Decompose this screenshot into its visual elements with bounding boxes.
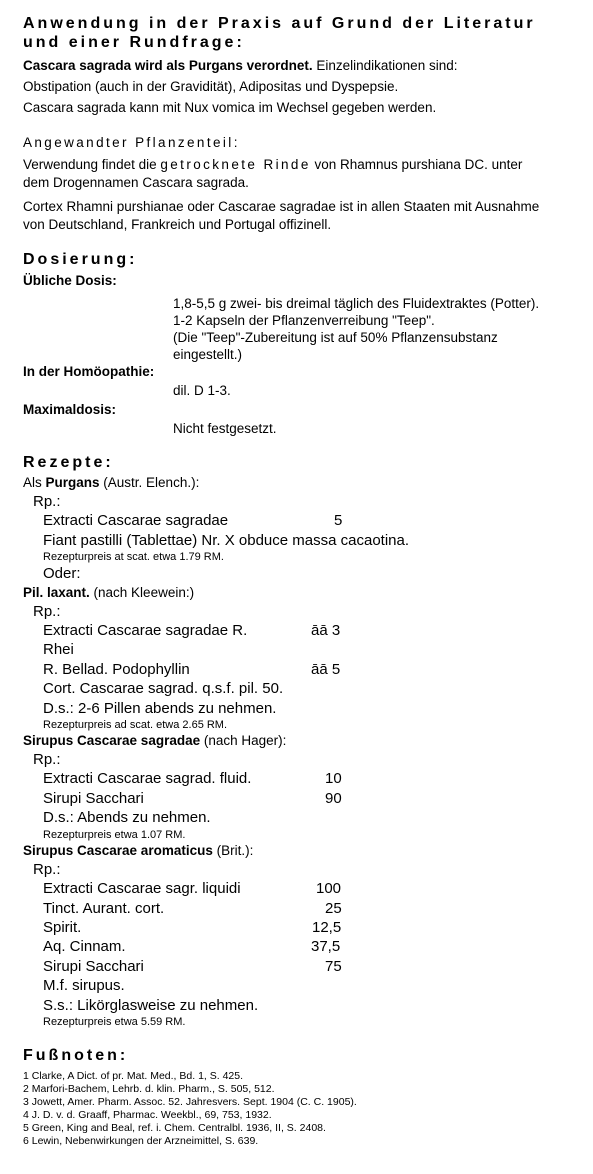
recipe-4-ingredient <box>43 879 583 898</box>
heading-anwendung-line1: Anwendung in der Praxis auf Grund der Literatur <box>23 15 536 32</box>
recipe-4-price: Rezepturpreis etwa 5.59 RM. <box>43 1015 186 1028</box>
recipe-1-oder: Oder: <box>43 565 81 583</box>
recipe-3-post: (nach Hager): <box>200 733 287 749</box>
pflanzenteil-p2-line1: Cortex Rhamni purshianae oder Cascarae sagradae ist in allen Staaten mit Ausnahme <box>23 199 540 214</box>
dose-usual-line: 1-2 Kapseln der Pflanzenverreibung "Teep". <box>173 313 435 328</box>
ingredient-amount: 25 <box>325 899 342 917</box>
recipe-3-title <box>23 732 583 750</box>
recipe-2-bold: Pil. laxant. <box>23 584 90 600</box>
footnote-item: 5 Green, King and Beal, ref. i. Chem. Centralbl. 1936, II, S. 2408. <box>23 1121 326 1134</box>
ingredient-name: Extracti Cascarae sagradae <box>43 512 229 530</box>
recipe-2-instruction: D.s.: 2-6 Pillen abends zu nehmen. <box>43 699 277 717</box>
recipe-4-instruction: M.f. sirupus. <box>43 977 125 995</box>
recipe-3-bold: Sirupus Cascarae sagradae <box>23 733 201 749</box>
recipe-3-ingredient <box>43 769 583 788</box>
dose-max-label: Maximaldosis: <box>23 402 117 417</box>
pflanzenteil-text-a: Verwendung findet die <box>23 157 161 172</box>
recipe-4-bold: Sirupus Cascarae aromaticus <box>23 842 213 858</box>
ingredient-amount: āā 3 <box>311 622 341 640</box>
recipe-4-ingredient <box>43 957 583 976</box>
recipe-2-ingredient: Rhei <box>43 641 74 659</box>
pflanzenteil-p1-line2: dem Drogennamen Cascara sagrada. <box>23 175 249 190</box>
ingredient-name: Sirupi Sacchari <box>43 957 144 975</box>
pflanzenteil-text-b: von Rhamnus purshiana DC. unter <box>310 157 523 172</box>
dose-usual-line: (Die "Teep"-Zubereitung ist auf 50% Pflanzensubstanz <box>173 330 498 345</box>
recipe-1-post: (Austr. Elench.): <box>99 475 200 490</box>
ingredient-name: Extracti Cascarae sagradae R. <box>43 622 248 640</box>
recipe-4-ingredient <box>43 937 583 956</box>
recipe-4-rp: Rp.: <box>33 860 61 878</box>
dose-max-value: Nicht festgesetzt. <box>173 421 277 436</box>
recipe-4-ingredient <box>43 899 583 918</box>
footnote-item: 2 Marfori-Bachem, Lehrb. d. klin. Pharm., S. 505, 512. <box>23 1082 275 1095</box>
ingredient-name: Tinct. Aurant. cort. <box>43 899 165 917</box>
ingredient-name: R. Bellad. Podophyllin <box>43 660 190 678</box>
recipe-3-ingredient <box>43 789 583 808</box>
recipe-2-rp: Rp.: <box>33 602 61 620</box>
recipe-2-post: (nach Kleewein:) <box>89 584 195 600</box>
heading-anwendung-line2: und einer Rundfrage: <box>23 34 245 51</box>
recipe-2-ingredient: Cort. Cascarae sagrad. q.s.f. pil. 50. <box>43 680 284 698</box>
praxis-lead-rest: Einzelindikationen sind: <box>312 58 458 73</box>
ingredient-amount: āā 5 <box>311 660 341 678</box>
dose-usual-label: Übliche Dosis: <box>23 273 117 288</box>
praxis-line2: Obstipation (auch in der Gravidität), Adipositas und Dyspepsie. <box>23 79 399 94</box>
section-dosierung <box>23 250 583 437</box>
dose-usual-line: eingestellt.) <box>173 347 243 362</box>
recipe-4-title <box>23 842 583 860</box>
heading-rezepte: Rezepte: <box>23 454 114 471</box>
section-rezepte <box>23 453 583 1029</box>
heading-dosierung: Dosierung: <box>23 251 138 268</box>
recipe-2-price: Rezepturpreis ad scat. etwa 2.65 RM. <box>43 719 228 732</box>
ingredient-amount: 37,5 <box>311 938 341 956</box>
ingredient-name: Sirupi Sacchari <box>43 789 144 807</box>
praxis-lead <box>23 57 583 75</box>
dose-homeo-label: In der Homöopathie: <box>23 364 155 379</box>
ingredient-name: Aq. Cinnam. <box>43 938 126 956</box>
ingredient-amount: 12,5 <box>312 918 342 936</box>
recipe-1-title <box>23 474 583 492</box>
pflanzenteil-p1-line1 <box>23 156 583 174</box>
praxis-lead-bold: Cascara sagrada wird als Purgans verordnet. <box>23 58 313 73</box>
recipe-2-ingredient <box>43 660 583 679</box>
footnote-item: 6 Lewin, Nebenwirkungen der Arzneimittel, S. 639. <box>23 1134 259 1147</box>
ingredient-amount: 75 <box>325 957 342 975</box>
ingredient-amount: 90 <box>325 789 342 807</box>
footnote-item: 4 J. D. v. d. Graaff, Pharmac. Weekbl., 69, 753, 1932. <box>23 1108 272 1121</box>
heading-fussnoten: Fußnoten: <box>23 1046 129 1064</box>
recipe-4-ingredient <box>43 918 583 937</box>
section-anwendung <box>23 14 583 117</box>
dose-usual-line: 1,8-5,5 g zwei- bis dreimal täglich des Fluidextraktes (Potter). <box>173 296 540 311</box>
pflanzenteil-p2-line2: von Deutschland, Frankreich und Portugal offizinell. <box>23 217 332 232</box>
recipe-3-price: Rezepturpreis etwa 1.07 RM. <box>43 828 186 841</box>
recipe-4-post: (Brit.): <box>212 842 254 858</box>
footnote-item: 3 Jowett, Amer. Pharm. Assoc. 52. Jahresvers. Sept. 1904 (C. C. 1905). <box>23 1095 357 1108</box>
footnote-item: 1 Clarke, A Dict. of pr. Mat. Med., Bd. 1, S. 425. <box>23 1069 244 1082</box>
ingredient-amount: 10 <box>325 770 342 788</box>
recipe-2-ingredient <box>43 621 583 640</box>
recipe-1-instruction: Fiant pastilli (Tablettae) Nr. X obduce massa cacaotina. <box>43 531 410 549</box>
recipe-1-price: Rezepturpreis at scat. etwa 1.79 RM. <box>43 551 224 564</box>
heading-pflanzenteil: Angewandter Pflanzenteil: <box>23 135 240 150</box>
ingredient-amount: 5 <box>334 512 343 530</box>
ingredient-name: Spirit. <box>43 918 82 936</box>
recipe-4-instruction: S.s.: Likörglasweise zu nehmen. <box>43 996 259 1014</box>
recipe-1-ingredient <box>43 511 583 530</box>
recipe-3-rp: Rp.: <box>33 751 61 769</box>
document-page <box>23 14 583 1148</box>
praxis-line3: Cascara sagrada kann mit Nux vomica im Wechsel gegeben werden. <box>23 100 437 115</box>
section-fussnoten <box>23 1046 583 1148</box>
dose-homeo-value: dil. D 1-3. <box>173 383 231 398</box>
recipe-1-rp: Rp.: <box>33 493 61 510</box>
section-pflanzenteil <box>23 134 583 234</box>
recipe-1-bold: Purgans <box>45 475 100 490</box>
recipe-2-title <box>23 584 583 602</box>
recipe-3-instruction: D.s.: Abends zu nehmen. <box>43 809 211 827</box>
ingredient-name: Extracti Cascarae sagrad. fluid. <box>43 770 252 788</box>
pflanzenteil-spaced: getrocknete Rinde <box>160 157 311 172</box>
recipe-1-pre: Als <box>23 475 46 490</box>
ingredient-name: Extracti Cascarae sagr. liquidi <box>43 880 241 898</box>
ingredient-amount: 100 <box>316 880 342 898</box>
